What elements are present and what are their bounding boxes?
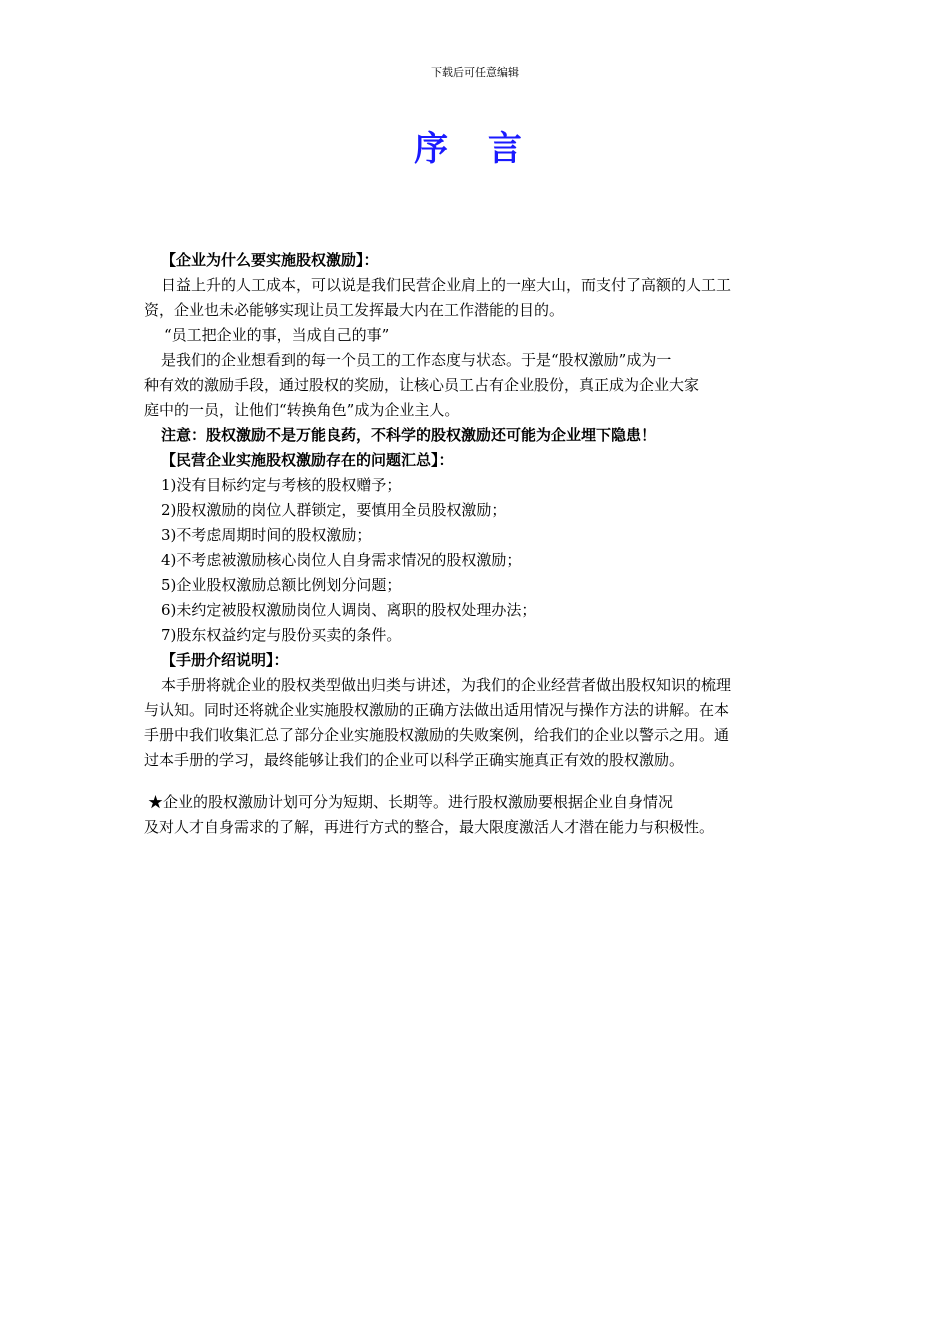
paragraph-line: 日益上升的人工成本，可以说是我们民营企业肩上的一座大山，而支付了高额的人工工 [161, 276, 732, 294]
paragraph-line: 及对人才自身需求的了解，再进行方式的整合，最大限度激活人才潜在能力与积极性。 [144, 818, 715, 836]
paragraph-line: 过本手册的学习，最终能够让我们的企业可以科学正确实施真正有效的股权激励。 [144, 751, 685, 769]
paragraph-line: 与认知。同时还将就企业实施股权激励的正确方法做出适用情况与操作方法的讲解。在本 [144, 701, 730, 719]
paragraph-spacer [144, 773, 808, 790]
section-heading-problems: 【民营企业实施股权激励存在的问题汇总】： [161, 451, 454, 469]
list-item: 1)没有目标约定与考核的股权赠予； [161, 476, 402, 494]
header-note: 下载后可任意编辑 [431, 66, 519, 79]
paragraph-line: 种有效的激励手段，通过股权的奖励，让核心员工占有企业股份，真正成为企业大家 [144, 376, 700, 394]
page-title: 序 言 [414, 129, 536, 169]
list-item: 6)未约定被股权激励岗位人调岗、离职的股权处理办法； [161, 601, 537, 619]
list-item: 2)股权激励的岗位人群锁定，要慎用全员股权激励； [161, 501, 507, 519]
list-item: 5)企业股权激励总额比例划分问题； [161, 576, 402, 594]
document-body [144, 248, 808, 840]
paragraph-line: 手册中我们收集汇总了部分企业实施股权激励的失败案例，给我们的企业以警示之用。通 [144, 726, 730, 744]
list-item: 7)股东权益约定与股份买卖的条件。 [161, 626, 402, 644]
quote-line: “员工把企业的事，当成自己的事” [164, 326, 390, 344]
star-note-line: ★企业的股权激励计划可分为短期、长期等。进行股权激励要根据企业自身情况 [148, 793, 674, 811]
paragraph-line: 资，企业也未必能够实现让员工发挥最大内在工作潜能的目的。 [144, 301, 565, 319]
list-item: 3)不考虑周期时间的股权激励； [161, 526, 372, 544]
list-item: 4)不考虑被激励核心岗位人自身需求情况的股权激励； [161, 551, 522, 569]
section-heading-manual: 【手册介绍说明】： [161, 651, 289, 669]
section-heading-why: 【企业为什么要实施股权激励】： [161, 251, 379, 269]
warning-note: 注意：股权激励不是万能良药，不科学的股权激励还可能为企业埋下隐患！ [161, 426, 657, 444]
paragraph-line: 本手册将就企业的股权类型做出归类与讲述，为我们的企业经营者做出股权知识的梳理 [161, 676, 732, 694]
paragraph-line: 庭中的一员，让他们“转换角色”成为企业主人。 [144, 401, 460, 419]
paragraph-line: 是我们的企业想看到的每一个员工的工作态度与状态。于是“股权激励”成为一 [161, 351, 672, 369]
